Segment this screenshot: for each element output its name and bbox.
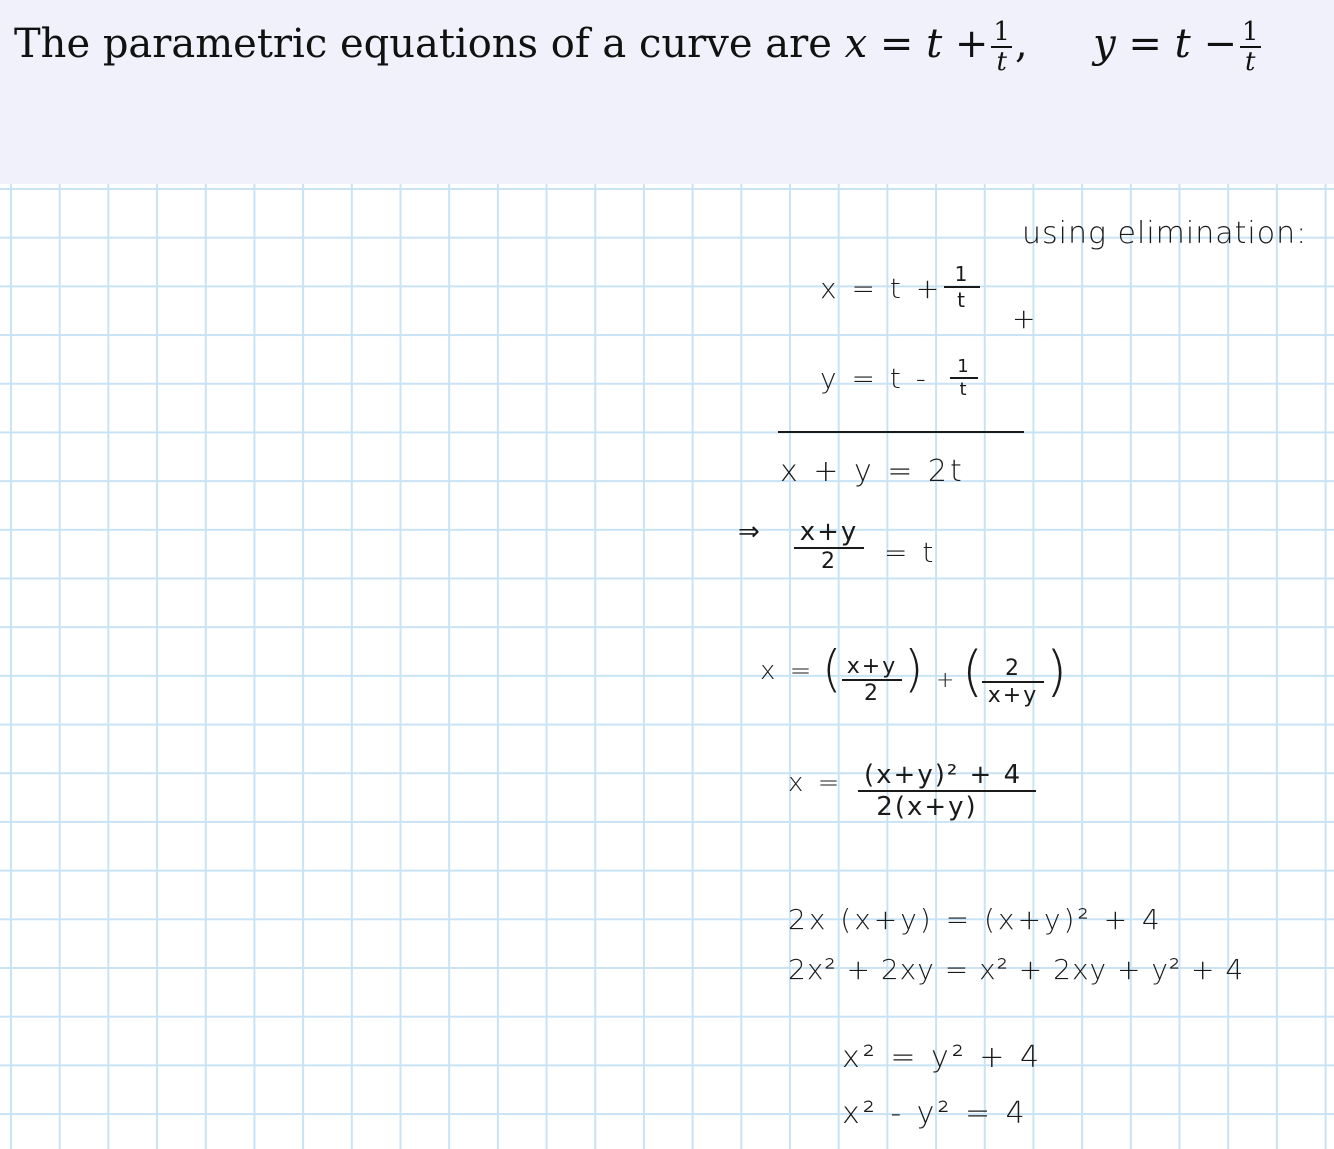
question-header [0,0,1334,184]
substitution-fraction-2-numerator: 2 [982,656,1044,683]
implies-arrow: ⇒ [738,517,763,547]
method-label: using elimination: [1022,216,1308,251]
line2-fraction [950,356,978,400]
substitution-plus: + [936,668,958,693]
x-equation: x = t + [844,21,989,67]
substitution-fraction-2 [982,656,1044,708]
y-fraction [1240,18,1261,76]
plus-sign: + [1012,302,1039,335]
substitution-fraction-1-numerator: x+y [842,654,902,681]
substitution-fraction-1-denominator: 2 [864,681,880,706]
comma: , [1014,21,1028,67]
line1-fraction-denominator: t [957,288,967,312]
t-fraction-denominator: 2 [821,549,837,574]
x-fraction-numerator: 1 [993,17,1010,47]
expansion-line-1: 2x (x+y) = (x+y)² + 4 [788,903,1163,936]
grid-paper [0,184,1334,1149]
left-paren-1: ( [822,640,842,698]
question-text [14,14,1264,76]
line2-lhs: y = t - [820,362,929,395]
t-fraction-numerator: x+y [794,517,864,549]
right-paren-2: ) [1046,640,1068,703]
combined-fraction-numerator: (x+y)² + 4 [858,760,1036,792]
final-answer: x² - y² = 4 [842,1096,1028,1131]
right-paren-1: ) [904,640,924,698]
sum-line: x + y = 2t [780,454,965,489]
addition-rule [778,431,1024,433]
x-fraction [991,18,1012,76]
left-paren-2: ( [962,640,984,703]
substitution-fraction-1 [842,654,902,706]
combined-fraction-denominator: 2(x+y) [876,792,978,822]
x-fraction-denominator: t [996,47,1007,77]
y-fraction-denominator: t [1245,47,1256,77]
y-fraction-numerator: 1 [1241,17,1259,47]
combined-fraction [858,760,1036,822]
expansion-line-2: 2x² + 2xy = x² + 2xy + y² + 4 [788,953,1245,986]
t-equation: = t [884,536,937,569]
y-equation: y = t − [1093,21,1237,67]
question-prefix: The parametric equations of a curve are [14,21,832,67]
t-fraction [794,517,864,574]
line1-lhs: x = t + [820,272,943,305]
combined-lhs: x = [788,768,843,798]
line1-fraction-numerator: 1 [944,262,980,288]
line1-fraction [944,262,980,312]
line2-fraction-numerator: 1 [950,356,978,379]
simplified-line: x² = y² + 4 [842,1040,1043,1075]
substitution-fraction-2-denominator: x+y [987,683,1039,708]
line2-fraction-denominator: t [959,379,969,400]
substitution-lhs: x = [760,656,815,686]
